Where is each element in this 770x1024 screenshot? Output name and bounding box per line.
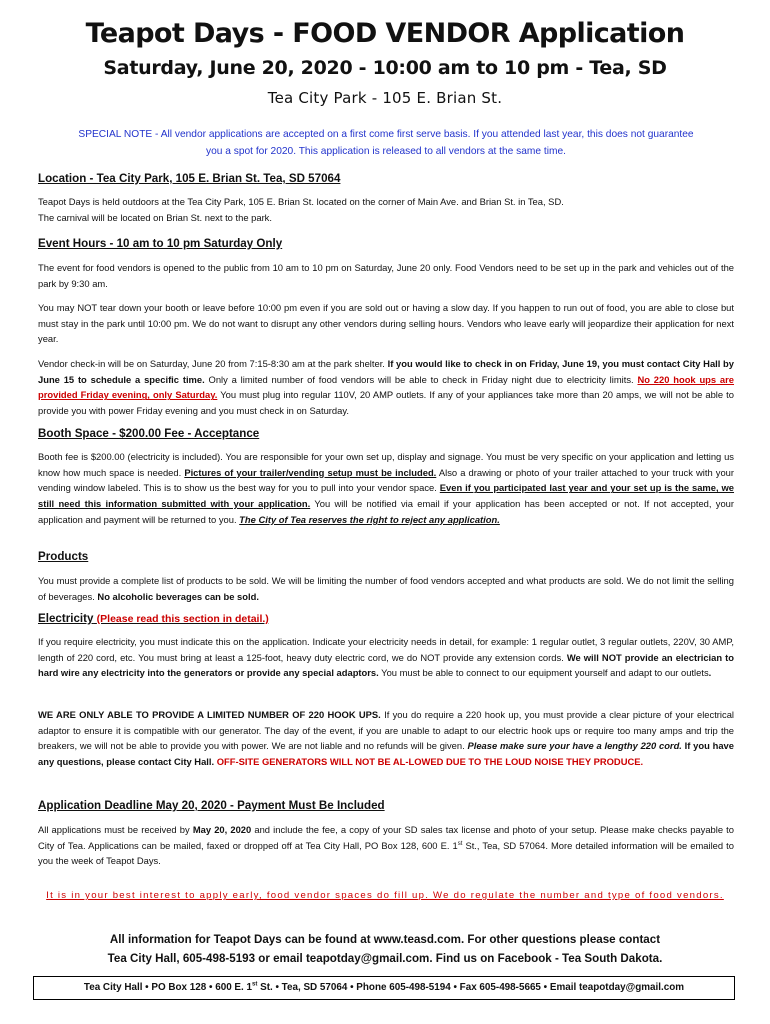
electricity-heading: [38, 612, 269, 625]
deadline-text-a: All applications must be received by: [38, 824, 190, 835]
footer-address-box: [33, 976, 735, 1000]
friday-checkin-text: If you would like to check in on Friday, June 19, you must contact City Hall by June 15 to schedule a specific time.: [38, 358, 734, 385]
special-note-line2: you a spot for 2020. This application is released to all vendors at the same time.: [206, 146, 566, 157]
deadline-heading: Application Deadline May 20, 2020 - Payment Must Be Included: [38, 799, 385, 812]
connect-yourself-text: You must be able to connect to our equipment yourself and adapt to our outlets: [381, 667, 709, 679]
notification-text: You will be notified via email if your application has been accepted or not. If not accepted, your application and payment will be returned to you.: [38, 498, 734, 525]
outlet-text: You must plug into regular 110V, 20 AMP outlets. If any of your appliances take more than 20 amps, we will not be able to provide you with power Friday evening and you must check in on Saturday.: [38, 389, 734, 417]
special-note-line1: SPECIAL NOTE - All vendor applications are accepted on a first come first serve basis. If you attended last year, this does not guarantee: [78, 129, 694, 140]
booth-fee-text: Booth fee is $200.00 (electricity is included). You are responsible for your own set up, display and signage. You must be very specific on your application and letting us know how much space is needed.: [38, 451, 734, 478]
adaptor-picture-text: If you do require a 220 hook up, you must provide a clear picture of your electrical adaptor to ensure it is compatible with our generator. The day of the event, if you are unable to adapt to our electric hook ups or require too many amps and trip the breakers, we will not be able to provide you with power. We are not liable and no refunds will be given.: [38, 709, 735, 752]
deadline-text-c: and include the fee, a copy of your SD sales tax license and photo of your setup. Please make checks payable to City of Tea. Applications can be mailed, faxed or dropped off at Tea City Hall, PO Box 128, 600 E. 1: [38, 824, 734, 851]
special-note: [36, 126, 736, 160]
event-hours-para3: [38, 356, 734, 419]
apply-early-notice: It is in your best interest to apply early, food vendor spaces do fill up. We do regulate the number and type of food vendors.: [46, 890, 724, 901]
deadline-date: May 20, 2020: [192, 824, 252, 835]
drawing-text: Also a drawing or photo of your trailer attached to your truck with your vending window labeled. This is to show us the best way for you to pull into your vendor space.: [38, 466, 735, 494]
footer-sup: st: [252, 981, 258, 988]
contact-line1: All information for Teapot Days can be found at www.teasd.com. For other questions please contact: [109, 933, 661, 946]
electricity-para2: [38, 707, 734, 770]
page-title: Teapot Days - FOOD VENDOR Application: [85, 18, 685, 49]
location-line2: The carnival will be located on Brian St. next to the park.: [38, 211, 272, 223]
electricity-needs-text: If you require electricity, you must indicate this on the application. Indicate your electricity needs in detail, for example: 1 regular outlet, 3 regular outlets, 220V, 30 AMP, length of 220 cord, etc. You must bring at least a 125-foot, heavy duty electric cord, we do NOT provide any extension cords.: [38, 636, 734, 663]
no-generators-warning: OFF-SITE GENERATORS WILL NOT BE AL-LOWED DUE TO THE LOUD NOISE THEY PRODUCE.: [216, 756, 644, 768]
footer-text-b: St. • Tea, SD 57064 • Phone 605-498-5194 • Fax 605-498-5665 • Email teapotday@gmail.com: [260, 982, 685, 993]
electricity-heading-label: Electricity: [38, 612, 94, 625]
deadline-text-d: St., Tea, SD 57064. More detailed information will be emailed to you the week of Teapot Days.: [38, 839, 734, 867]
event-hours-para2: You may NOT tear down your booth or leave before 10:00 pm even if you are sold out or having a slow day. If you happen to run out of food, you are able to close but must stay in the park until 10:00 pm. We do not want to disrupt any other vendors during selling hours. Vendors who leave early will jeopardize their application for next year.: [38, 302, 734, 345]
location-line1: Teapot Days is held outdoors at the Tea City Park, 105 E. Brian St. located on the corner of Main Ave. and Brian St. in Tea, SD.: [38, 196, 564, 207]
location-text: [38, 194, 734, 225]
event-date-subtitle: Saturday, June 20, 2020 - 10:00 am to 10 pm - Tea, SD: [103, 57, 667, 79]
lengthy-cord-text: Please make sure your have a lengthy 220 cord.: [467, 740, 682, 752]
connect-yourself-end: .: [708, 667, 712, 679]
products-text: [38, 573, 734, 604]
limited-checkin-text: Only a limited number of food vendors will be able to check in Friday night due to electricity limits.: [208, 373, 634, 385]
reject-right-text: The City of Tea reserves the right to reject any application.: [239, 513, 500, 525]
deadline-sup: st: [457, 840, 463, 847]
no-alcohol-text: No alcoholic beverages can be sold.: [97, 590, 259, 602]
event-hours-heading: Event Hours - 10 am to 10 pm Saturday Only: [38, 237, 283, 250]
event-hours-para1: The event for food vendors is opened to the public from 10 am to 10 pm on Saturday, June 20 only. Food Vendors need to be set up in the park and vehicles out of the park by 9:30 am.: [38, 262, 734, 289]
footer-text-a: Tea City Hall • PO Box 128 • 600 E. 1: [83, 982, 253, 993]
contact-line2: Tea City Hall, 605-498-5193 or email teapotday@gmail.com. Find us on Facebook - Tea South Dakota.: [107, 952, 663, 965]
checkin-text: Vendor check-in will be on Saturday, June 20 from 7:15-8:30 am at the park shelter.: [38, 358, 385, 369]
products-list-text: You must provide a complete list of products to be sold. We will be limiting the number of food vendors accepted and what products are sold. We do not limit the selling of beverages.: [38, 575, 734, 602]
booth-space-heading: Booth Space - $200.00 Fee - Acceptance: [38, 427, 260, 440]
electricity-para1: [38, 634, 734, 681]
limited-220-text: WE ARE ONLY ABLE TO PROVIDE A LIMITED NUMBER OF 220 HOOK UPS.: [38, 709, 381, 720]
venue-subtitle: Tea City Park - 105 E. Brian St.: [267, 89, 503, 107]
deadline-text: [38, 822, 734, 869]
electricity-heading-note: (Please read this section in detail.): [96, 613, 269, 625]
products-heading: Products: [38, 550, 89, 563]
resubmit-info-text: Even if you participated last year and your set up is the same, we still need this information submitted with your application.: [38, 482, 735, 510]
no-220-friday-warning: No 220 hook ups are provided Friday evening, only Saturday.: [38, 373, 735, 401]
contact-city-hall-text: If you have any questions, please contact City Hall.: [38, 740, 734, 768]
location-heading: Location - Tea City Park, 105 E. Brian St. Tea, SD 57064: [38, 172, 341, 185]
booth-space-text: [38, 449, 734, 528]
pictures-required-text: Pictures of your trailer/vending setup must be included.: [184, 466, 437, 478]
contact-info: [0, 930, 770, 968]
no-electrician-text: We will NOT provide an electrician to hard wire any electricity into the generators or provide any special adaptors.: [38, 651, 734, 679]
